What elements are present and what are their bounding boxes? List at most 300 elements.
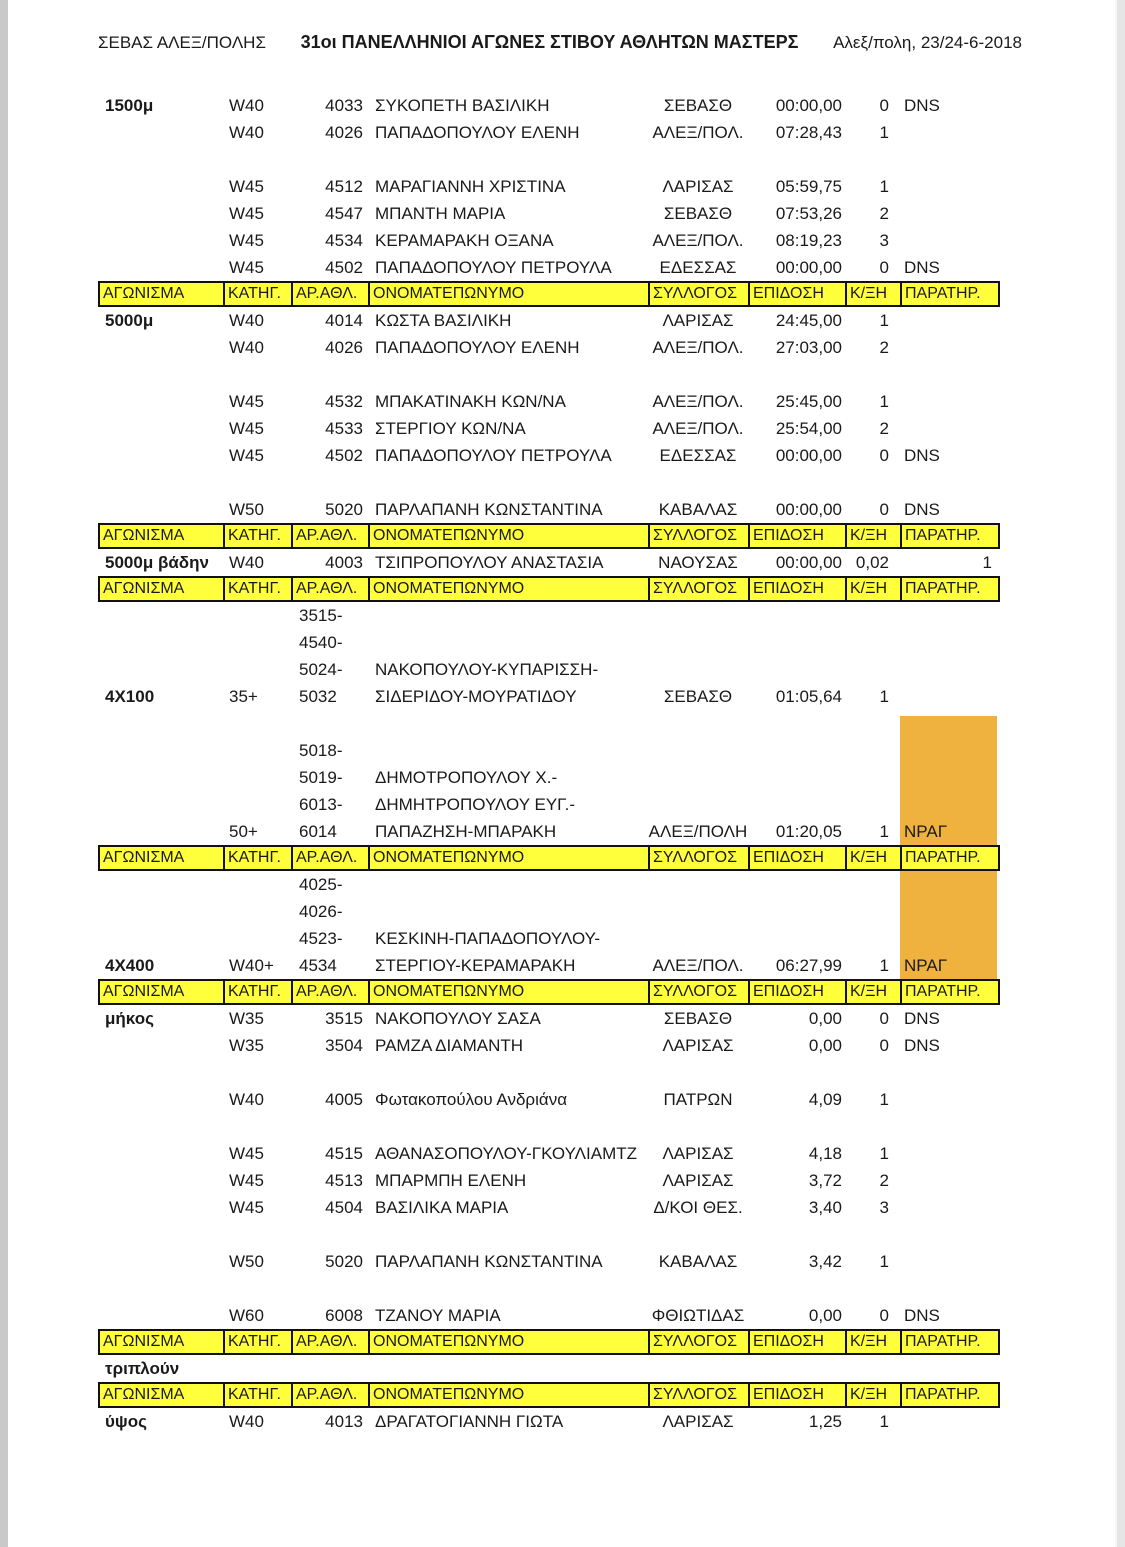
cell-remark <box>900 871 1000 898</box>
cell-club: ΑΛΕΞ/ΠΟΛ. <box>652 338 744 357</box>
result-row <box>98 791 1000 818</box>
result-row <box>98 92 1000 119</box>
cell-athlete-name: ΠΑΠΑΖΗΣΗ-ΜΠΑΡΑΚΗ <box>375 822 557 841</box>
cell-performance <box>748 764 845 791</box>
cell-athlete-number: 5018- <box>299 741 343 760</box>
cell-athlete-name: ΚΩΣΤΑ ΒΑΣΙΛΙΚΗ <box>375 311 512 330</box>
cell-athlete-number: 4026- <box>299 902 343 921</box>
result-row <box>98 1248 1000 1275</box>
column-header-row <box>98 979 1000 1005</box>
cell-performance <box>748 925 845 952</box>
cell-remark: DNS <box>904 1036 940 1055</box>
column-header-name: ΟΝΟΜΑΤΕΠΩΝΥΜΟ <box>368 1331 648 1353</box>
cell-remark <box>900 764 1000 791</box>
cell-remark <box>900 925 1000 952</box>
cell-remark <box>900 200 1000 227</box>
cell-event <box>98 629 223 656</box>
column-header-category: ΚΑΤΗΓ. <box>223 1331 291 1353</box>
cell-athlete-number: 4513 <box>325 1171 363 1190</box>
column-header-performance: ΕΠΙΔΟΣΗ <box>748 847 845 869</box>
cell-performance: 01:05,64 <box>775 687 842 706</box>
cell-athlete-number: 4533 <box>325 419 363 438</box>
cell-club <box>648 925 748 952</box>
cell-athlete-name: ΔΡΑΓΑΤΟΓΙΑΝΝΗ ΓΙΩΤΑ <box>375 1412 564 1431</box>
result-row <box>98 602 1000 629</box>
cell-performance: 25:54,00 <box>775 419 842 438</box>
cell-rank: 0 <box>879 1036 889 1055</box>
cell-category: 50+ <box>229 822 258 841</box>
cell-event <box>98 871 223 898</box>
column-header-athlete-number: ΑΡ.ΑΘΛ. <box>291 1384 368 1406</box>
cell-rank: 1 <box>879 1090 889 1109</box>
cell-event <box>98 898 223 925</box>
column-header-rank: Κ/ΞΗ <box>845 1384 900 1406</box>
cell-club: ΑΛΕΞ/ΠΟΛ. <box>652 956 744 975</box>
cell-club: ΠΑΤΡΩΝ <box>663 1090 733 1109</box>
cell-club: ΝΑΟΥΣΑΣ <box>658 553 738 572</box>
result-row <box>98 254 1000 281</box>
cell-athlete-name <box>368 1355 648 1382</box>
cell-performance: 0,00 <box>808 1306 842 1325</box>
cell-category: W45 <box>229 204 264 223</box>
cell-performance <box>748 629 845 656</box>
cell-category <box>223 1355 291 1382</box>
cell-category <box>223 871 291 898</box>
cell-club <box>648 871 748 898</box>
cell-athlete-name: ΠΑΡΛΑΠΑΝΗ ΚΩΝΣΤΑΝΤΙΝΑ <box>375 500 603 519</box>
cell-club: ΣΕΒΑΣΘ <box>663 96 733 115</box>
cell-event <box>98 602 223 629</box>
cell-remark <box>900 1408 1000 1435</box>
column-header-remarks: ΠΑΡΑΤΗΡ. <box>900 1331 998 1353</box>
cell-category <box>223 791 291 818</box>
cell-club: ΛΑΡΙΣΑΣ <box>662 311 734 330</box>
cell-athlete-number: 5020 <box>325 1252 363 1271</box>
cell-athlete-number: 5020 <box>325 500 363 519</box>
cell-performance: 4,09 <box>808 1090 842 1109</box>
cell-athlete-number: 4025- <box>299 875 343 894</box>
cell-remark <box>900 334 1000 361</box>
column-header-athlete-number: ΑΡ.ΑΘΛ. <box>291 847 368 869</box>
cell-athlete-number: 4005 <box>325 1090 363 1109</box>
cell-rank <box>845 656 900 683</box>
cell-remark: 1 <box>982 553 992 572</box>
cell-rank: 1 <box>879 822 889 841</box>
page-right-edge <box>1115 0 1125 1547</box>
result-row <box>98 737 1000 764</box>
cell-performance <box>748 871 845 898</box>
cell-athlete-name <box>368 898 648 925</box>
column-header-remarks: ΠΑΡΑΤΗΡ. <box>900 283 998 305</box>
place-date-label: Αλεξ/πολη, 23/24-6-2018 <box>833 33 1022 52</box>
cell-event: 4X400 <box>105 956 155 975</box>
cell-rank: 1 <box>879 687 889 706</box>
cell-athlete-name <box>368 629 648 656</box>
page-title: 31οι ΠΑΝΕΛΛΗΝΙΟΙ ΑΓΩΝΕΣ ΣΤΙΒΟΥ ΑΘΛΗΤΩΝ ΜΑΣΤΕΡΣ <box>300 32 799 52</box>
column-header-event: ΑΓΩΝΙΣΜΑ <box>100 1384 223 1406</box>
result-row <box>98 549 1000 576</box>
column-header-rank: Κ/ΞΗ <box>845 981 900 1003</box>
column-header-remarks: ΠΑΡΑΤΗΡ. <box>900 525 998 547</box>
cell-athlete-number: 4534 <box>299 956 337 975</box>
cell-event <box>98 200 223 227</box>
cell-rank <box>845 791 900 818</box>
cell-remark: DNS <box>904 500 940 519</box>
cell-event <box>98 1248 223 1275</box>
column-header-event: ΑΓΩΝΙΣΜΑ <box>100 578 223 600</box>
cell-athlete-name: ΚΕΣΚΙΝΗ-ΠΑΠΑΔΟΠΟΥΛΟΥ- <box>375 929 601 948</box>
cell-club <box>648 737 748 764</box>
cell-remark <box>900 227 1000 254</box>
cell-club <box>648 898 748 925</box>
cell-athlete-name: ΜΑΡΑΓΙΑΝΝΗ ΧΡΙΣΤΙΝΑ <box>375 177 566 196</box>
cell-event <box>98 334 223 361</box>
column-header-category: ΚΑΤΗΓ. <box>223 283 291 305</box>
cell-performance <box>748 602 845 629</box>
cell-athlete-number: 4033 <box>325 96 363 115</box>
cell-athlete-number: 4026 <box>325 123 363 142</box>
cell-remark: DNS <box>904 446 940 465</box>
page-left-edge <box>0 0 8 1547</box>
cell-rank: 0 <box>879 258 889 277</box>
cell-athlete-number: 4014 <box>325 311 363 330</box>
cell-remark: DNS <box>904 258 940 277</box>
cell-rank: 1 <box>879 311 889 330</box>
cell-club: ΛΑΡΙΣΑΣ <box>662 177 734 196</box>
column-header-remarks: ΠΑΡΑΤΗΡ. <box>900 1384 998 1406</box>
cell-event <box>98 119 223 146</box>
cell-athlete-number: 5019- <box>299 768 343 787</box>
cell-club: ΚΑΒΑΛΑΣ <box>658 1252 738 1271</box>
result-row <box>98 1167 1000 1194</box>
cell-event <box>98 388 223 415</box>
spacer-row <box>98 361 1000 388</box>
cell-athlete-name: ΣΤΕΡΓΙΟΥ ΚΩΝ/ΝΑ <box>375 419 526 438</box>
cell-rank: 2 <box>879 1171 889 1190</box>
cell-rank <box>845 602 900 629</box>
cell-club: ΣΕΒΑΣΘ <box>663 204 733 223</box>
column-header-name: ΟΝΟΜΑΤΕΠΩΝΥΜΟ <box>368 847 648 869</box>
cell-athlete-number: 4523- <box>299 929 343 948</box>
cell-category: W40 <box>229 553 264 572</box>
cell-athlete-name: ΠΑΠΑΔΟΠΟΥΛΟΥ ΕΛΕΝΗ <box>375 123 580 142</box>
result-row <box>98 1408 1000 1435</box>
cell-remark <box>900 1140 1000 1167</box>
cell-remark <box>900 415 1000 442</box>
cell-athlete-number: 4504 <box>325 1198 363 1217</box>
cell-athlete-name: ΣΤΕΡΓΙΟΥ-ΚΕΡΑΜΑΡΑΚΗ <box>375 956 576 975</box>
cell-athlete-name: Φωτακοπούλου Ανδριάνα <box>375 1090 568 1109</box>
cell-category: W40 <box>229 96 264 115</box>
cell-rank <box>845 871 900 898</box>
column-header-event: ΑΓΩΝΙΣΜΑ <box>100 981 223 1003</box>
cell-performance: 07:28,43 <box>775 123 842 142</box>
cell-rank: 2 <box>879 338 889 357</box>
cell-athlete-name: ΠΑΠΑΔΟΠΟΥΛΟΥ ΕΛΕΝΗ <box>375 338 580 357</box>
cell-remark <box>900 1194 1000 1221</box>
column-header-rank: Κ/ΞΗ <box>845 525 900 547</box>
cell-athlete-name: ΠΑΠΑΔΟΠΟΥΛΟΥ ΠΕΤΡΟΥΛΑ <box>375 258 612 277</box>
cell-remark <box>900 119 1000 146</box>
cell-athlete-number: 4013 <box>325 1412 363 1431</box>
cell-athlete-number: 4532 <box>325 392 363 411</box>
cell-club: ΕΔΕΣΣΑΣ <box>659 258 737 277</box>
column-header-row <box>98 281 1000 307</box>
result-row <box>98 496 1000 523</box>
cell-performance: 27:03,00 <box>775 338 842 357</box>
column-header-rank: Κ/ΞΗ <box>845 283 900 305</box>
result-row <box>98 925 1000 952</box>
column-header-event: ΑΓΩΝΙΣΜΑ <box>100 525 223 547</box>
column-header-club: ΣΥΛΛΟΓΟΣ <box>648 578 748 600</box>
cell-category <box>223 925 291 952</box>
cell-performance <box>748 898 845 925</box>
cell-category: W45 <box>229 1144 264 1163</box>
cell-performance <box>748 737 845 764</box>
column-header-club: ΣΥΛΛΟΓΟΣ <box>648 847 748 869</box>
cell-athlete-number: 5024- <box>299 660 343 679</box>
result-row <box>98 683 1000 710</box>
cell-event: 5000μ <box>105 311 154 330</box>
cell-club: ΛΑΡΙΣΑΣ <box>662 1144 734 1163</box>
cell-performance: 00:00,00 <box>775 258 842 277</box>
column-header-remarks: ΠΑΡΑΤΗΡ. <box>900 578 998 600</box>
cell-remark <box>900 1167 1000 1194</box>
cell-performance <box>748 656 845 683</box>
cell-event <box>98 818 223 845</box>
column-header-performance: ΕΠΙΔΟΣΗ <box>748 1384 845 1406</box>
cell-remark <box>900 173 1000 200</box>
column-header-row <box>98 1329 1000 1355</box>
cell-remark <box>900 629 1000 656</box>
organizer-label: ΣΕΒΑΣ ΑΛΕΞ/ΠΟΛΗΣ <box>98 33 266 52</box>
column-header-name: ΟΝΟΜΑΤΕΠΩΝΥΜΟ <box>368 1384 648 1406</box>
spacer-row <box>98 1113 1000 1140</box>
cell-category: W45 <box>229 258 264 277</box>
cell-athlete-number: 4003 <box>325 553 363 572</box>
cell-athlete-number: 4547 <box>325 204 363 223</box>
cell-category <box>223 656 291 683</box>
cell-athlete-number: 4502 <box>325 258 363 277</box>
cell-athlete-name: ΠΑΡΛΑΠΑΝΗ ΚΩΝΣΤΑΝΤΙΝΑ <box>375 1252 603 1271</box>
cell-category <box>223 764 291 791</box>
cell-athlete-name <box>368 602 648 629</box>
cell-athlete-name: ΜΠΑΡΜΠΗ ΕΛΕΝΗ <box>375 1171 527 1190</box>
cell-athlete-name: ΒΑΣΙΛΙΚΑ ΜΑΡΙΑ <box>375 1198 509 1217</box>
result-row <box>98 764 1000 791</box>
cell-category: 35+ <box>229 687 258 706</box>
cell-athlete-name <box>368 871 648 898</box>
column-header-event: ΑΓΩΝΙΣΜΑ <box>100 1331 223 1353</box>
cell-athlete-number: 5032 <box>299 687 337 706</box>
cell-remark <box>900 602 1000 629</box>
cell-athlete-name: ΜΠΑΚΑΤΙΝΑΚΗ ΚΩΝ/ΝΑ <box>375 392 566 411</box>
cell-performance: 3,42 <box>808 1252 842 1271</box>
cell-athlete-number: 4502 <box>325 446 363 465</box>
cell-category: W45 <box>229 392 264 411</box>
results-table <box>98 92 1000 1435</box>
cell-category: W40+ <box>229 956 274 975</box>
column-header-athlete-number: ΑΡ.ΑΘΛ. <box>291 578 368 600</box>
column-header-name: ΟΝΟΜΑΤΕΠΩΝΥΜΟ <box>368 525 648 547</box>
cell-event <box>98 791 223 818</box>
cell-club: ΚΑΒΑΛΑΣ <box>658 500 738 519</box>
result-row <box>98 1032 1000 1059</box>
cell-athlete-name: ΔΗΜΗΤΡΟΠΟΥΛΟΥ ΕΥΓ.- <box>375 795 576 814</box>
cell-rank: 0 <box>879 96 889 115</box>
cell-athlete-number: 4026 <box>325 338 363 357</box>
cell-category: W45 <box>229 1171 264 1190</box>
cell-club: ΑΛΕΞ/ΠΟΛΗ <box>648 822 748 841</box>
cell-category: W60 <box>229 1306 264 1325</box>
result-row <box>98 334 1000 361</box>
cell-event <box>98 442 223 469</box>
cell-event: 1500μ <box>105 96 154 115</box>
cell-club <box>648 629 748 656</box>
cell-event <box>98 1140 223 1167</box>
cell-club <box>648 791 748 818</box>
document-header <box>98 32 1022 53</box>
column-header-row <box>98 845 1000 871</box>
cell-performance: 05:59,75 <box>775 177 842 196</box>
cell-club: ΦΘΙΩΤΙΔΑΣ <box>651 1306 745 1325</box>
spacer-row <box>98 146 1000 173</box>
cell-event <box>98 227 223 254</box>
cell-category <box>223 898 291 925</box>
cell-category: W50 <box>229 1252 264 1271</box>
cell-rank: 1 <box>879 123 889 142</box>
cell-rank: 0 <box>879 1306 889 1325</box>
cell-rank: 2 <box>879 419 889 438</box>
column-header-performance: ΕΠΙΔΟΣΗ <box>748 1331 845 1353</box>
result-row <box>98 952 1000 979</box>
cell-athlete-number <box>291 1355 368 1382</box>
cell-rank: 2 <box>879 204 889 223</box>
result-row <box>98 1355 1000 1382</box>
cell-category: W35 <box>229 1009 264 1028</box>
cell-event <box>98 254 223 281</box>
column-header-category: ΚΑΤΗΓ. <box>223 525 291 547</box>
cell-rank: 0,02 <box>855 553 889 572</box>
cell-performance: 07:53,26 <box>775 204 842 223</box>
cell-athlete-name: ΝΑΚΟΠΟΥΛΟΥ-ΚΥΠΑΡΙΣΣΗ- <box>375 660 599 679</box>
result-row <box>98 119 1000 146</box>
cell-remark <box>900 388 1000 415</box>
result-row <box>98 227 1000 254</box>
cell-performance: 3,40 <box>808 1198 842 1217</box>
result-row <box>98 307 1000 334</box>
column-header-rank: Κ/ΞΗ <box>845 847 900 869</box>
column-header-club: ΣΥΛΛΟΓΟΣ <box>648 1384 748 1406</box>
spacer-row <box>98 1275 1000 1302</box>
cell-event <box>98 737 223 764</box>
cell-athlete-number: 3515- <box>299 606 343 625</box>
cell-athlete-name: ΠΑΠΑΔΟΠΟΥΛΟΥ ΠΕΤΡΟΥΛΑ <box>375 446 612 465</box>
cell-club: ΛΑΡΙΣΑΣ <box>662 1036 734 1055</box>
cell-event <box>98 496 223 523</box>
cell-rank <box>845 898 900 925</box>
cell-club: ΣΕΒΑΣΘ <box>663 1009 733 1028</box>
cell-event <box>98 925 223 952</box>
cell-performance: 1,25 <box>808 1412 842 1431</box>
cell-category: W45 <box>229 446 264 465</box>
column-header-category: ΚΑΤΗΓ. <box>223 981 291 1003</box>
cell-athlete-name: ΣΙΔΕΡΙΔΟΥ-ΜΟΥΡΑΤΙΔΟΥ <box>375 687 577 706</box>
cell-club: ΑΛΕΞ/ΠΟΛ. <box>652 123 744 142</box>
cell-club <box>648 656 748 683</box>
cell-remark <box>900 307 1000 334</box>
cell-category: W45 <box>229 1198 264 1217</box>
cell-event <box>98 1194 223 1221</box>
cell-rank: 1 <box>879 1412 889 1431</box>
column-header-performance: ΕΠΙΔΟΣΗ <box>748 525 845 547</box>
column-header-category: ΚΑΤΗΓ. <box>223 578 291 600</box>
result-row <box>98 898 1000 925</box>
cell-performance: 25:45,00 <box>775 392 842 411</box>
result-row <box>98 442 1000 469</box>
cell-remark <box>900 737 1000 764</box>
cell-event <box>98 1032 223 1059</box>
cell-performance: 4,18 <box>808 1144 842 1163</box>
cell-remark <box>900 898 1000 925</box>
cell-category: W45 <box>229 177 264 196</box>
cell-rank <box>845 1355 900 1382</box>
cell-rank <box>845 764 900 791</box>
cell-remark: DNS <box>904 1009 940 1028</box>
cell-athlete-number: 4515 <box>325 1144 363 1163</box>
column-header-rank: Κ/ΞΗ <box>845 1331 900 1353</box>
column-header-row <box>98 1382 1000 1408</box>
cell-performance: 24:45,00 <box>775 311 842 330</box>
column-header-row <box>98 576 1000 602</box>
cell-event <box>98 173 223 200</box>
cell-athlete-name: ΝΑΚΟΠΟΥΛΟΥ ΣΑΣΑ <box>375 1009 541 1028</box>
result-row <box>98 818 1000 845</box>
cell-club <box>648 764 748 791</box>
cell-athlete-number: 6013- <box>299 795 343 814</box>
cell-category: W40 <box>229 1090 264 1109</box>
cell-athlete-name: ΑΘΑΝΑΣΟΠΟΥΛΟΥ-ΓΚΟΥΛΙΑΜΤΖ <box>375 1144 638 1163</box>
cell-performance <box>748 791 845 818</box>
cell-performance: 06:27,99 <box>775 956 842 975</box>
cell-rank <box>845 737 900 764</box>
spacer-row <box>98 1059 1000 1086</box>
column-header-row <box>98 523 1000 549</box>
result-row <box>98 173 1000 200</box>
cell-rank <box>845 925 900 952</box>
cell-athlete-name: ΣΥΚΟΠΕΤΗ ΒΑΣΙΛΙΚΗ <box>375 96 550 115</box>
cell-performance: 0,00 <box>808 1036 842 1055</box>
cell-performance: 00:00,00 <box>775 553 842 572</box>
column-header-club: ΣΥΛΛΟΓΟΣ <box>648 1331 748 1353</box>
cell-remark: DNS <box>904 96 940 115</box>
cell-category: W40 <box>229 338 264 357</box>
cell-remark: ΝΡΑΓ <box>904 822 948 841</box>
cell-rank: 0 <box>879 500 889 519</box>
result-row <box>98 415 1000 442</box>
cell-performance: 0,00 <box>808 1009 842 1028</box>
column-header-club: ΣΥΛΛΟΓΟΣ <box>648 525 748 547</box>
cell-rank: 3 <box>879 1198 889 1217</box>
cell-rank: 1 <box>879 1144 889 1163</box>
cell-category: W45 <box>229 419 264 438</box>
cell-remark: ΝΡΑΓ <box>904 956 948 975</box>
cell-performance: 00:00,00 <box>775 446 842 465</box>
cell-club: ΛΑΡΙΣΑΣ <box>662 1412 734 1431</box>
column-header-athlete-number: ΑΡ.ΑΘΛ. <box>291 981 368 1003</box>
cell-event <box>98 764 223 791</box>
cell-category: W40 <box>229 311 264 330</box>
